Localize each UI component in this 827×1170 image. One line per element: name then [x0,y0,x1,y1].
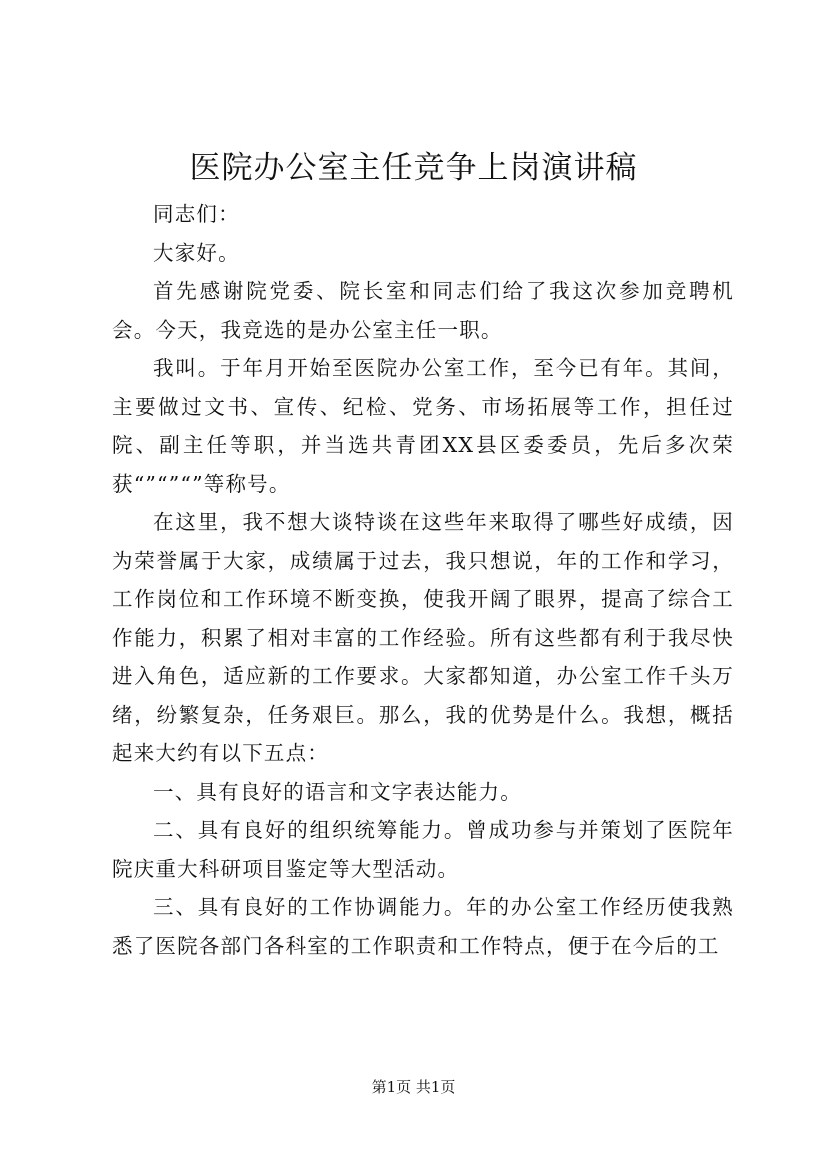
paragraph-point-one: 一、具有良好的语言和文字表达能力。 [153,779,522,804]
paragraph-point-three: 三、具有良好的工作协调能力。年的办公室工作经历使我熟悉了医院各部门各科室的工作职责和工作特点，便于在今后的工 [112,895,734,958]
paragraph-greeting: 大家好。 [153,240,240,265]
document-body [112,195,734,965]
paragraph-salutation: 同志们： [153,202,240,226]
paragraph-thanks: 首先感谢院党委、院长室和同志们给了我这次参加竞聘机会。今天，我竞选的是办公室主任一职。 [112,279,734,342]
paragraph-introduction: 我叫。于年月开始至医院办公室工作，至今已有年。其间，主要做过文书、宣传、纪检、党务、市场拓展等工作，担任过院、副主任等职，并当选共青团XX县区委委员，先后多次荣获“”“”“”等称号。 [112,356,734,496]
page-footer: 第1页 共1页 [371,1078,456,1096]
paragraph-point-two: 二、具有良好的组织统筹能力。曾成功参与并策划了医院年院庆重大科研项目鉴定等大型活动。 [112,818,734,881]
document-title: 医院办公室主任竞争上岗演讲稿 [189,150,638,186]
paragraph-experience: 在这里，我不想大谈特谈在这些年来取得了哪些好成绩，因为荣誉属于大家，成绩属于过去，我只想说，年的工作和学习，工作岗位和工作环境不断变换，使我开阔了眼界，提高了综合工作能力，积累了相对丰富的工作经验。所有这些都有利于我尽快进入角色，适应新的工作要求。大家都知道，办公室工作千头万绪，纷繁复杂，任务艰巨。那么，我的优势是什么。我想，概括起来大约有以下五点： [112,510,734,765]
